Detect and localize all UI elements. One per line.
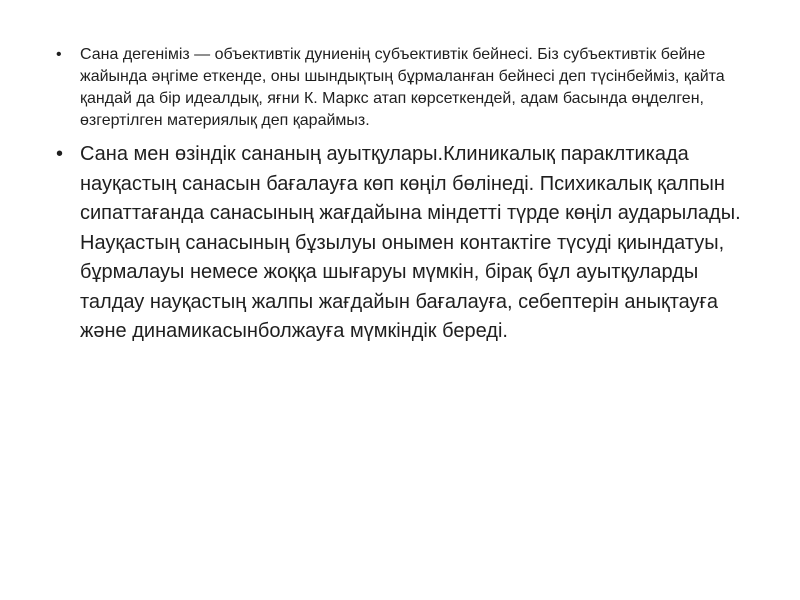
bullet-list [52, 44, 752, 347]
bullet-marker: • [56, 143, 64, 165]
bullet-text-definition: Сана дегеніміз — объективтік дуниенің субъективтік бейнесі. Біз субъективтік бейне жайында әңгіме еткенде, оны шындықтың бұрмаланған бейнесі деп түсінбейміз, қайта қандай да бір идеалдық, яғни К. Маркс атап көрсеткендей, адам басында өңделген, өзгертілген материялық деп қараймыз. [80, 46, 725, 129]
bullet-text-disorders: Сана мен өзіндік сананың ауытқулары.Клиникалық параклтикада науқастың санасын бағалауға көп көңіл бөлінеді. Психикалық қалпын сипаттағанда санасының жағдайына міндетті түрде көңіл аударылады. Науқастың санасының бұзылуы онымен контактіге түсуді қиындатуы, бұрмалауы немесе жоққа шығаруы мүмкін, бірақ бұл ауытқуларды талдау науқастың жалпы жағдайын бағалауға, себептерін анықтауға және динамикасынболжауға мүмкіндік береді. [80, 143, 741, 342]
bullet-item-definition [52, 44, 752, 132]
bullet-marker: • [56, 46, 62, 63]
bullet-item-disorders [52, 140, 752, 347]
